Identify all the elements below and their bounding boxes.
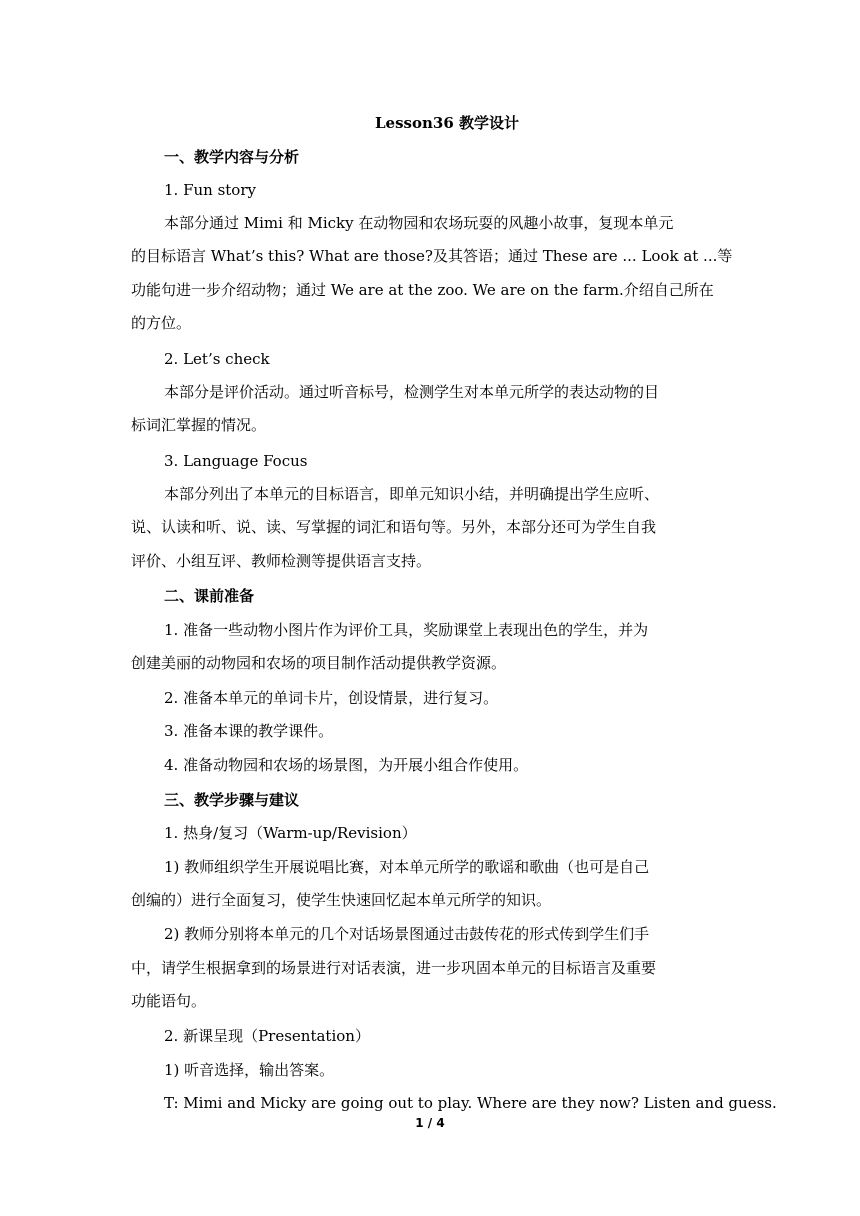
paragraph-line: 本部分列出了本单元的目标语言，即单元知识小结，并明确提出学生应听、 (164, 485, 660, 503)
paragraph-line: 中，请学生根据拿到的场景进行对话表演，进一步巩固本单元的目标语言及重要 (131, 959, 657, 977)
paragraph-line: 功能句进一步介绍动物；通过 We are at the zoo. We are on the farm.介绍自己所在 (131, 281, 714, 299)
paragraph-line: 评价、小组互评、教师检测等提供语言支持。 (131, 552, 432, 570)
paragraph-line: 功能语句。 (131, 992, 207, 1010)
paragraph-line: 1. 准备一些动物小图片作为评价工具，奖励课堂上表现出色的学生，并为 (164, 621, 649, 639)
subsection-heading: 3. Language Focus (164, 452, 308, 470)
page-title: Lesson36 教学设计 (375, 114, 519, 132)
paragraph-line: 3. 准备本课的教学课件。 (164, 722, 334, 740)
paragraph-line: 的方位。 (131, 314, 192, 332)
subsection-heading: 2. Let’s check (164, 350, 270, 368)
section-heading: 三、教学步骤与建议 (164, 791, 300, 809)
paragraph-line: 1) 教师组织学生开展说唱比赛，对本单元所学的歌谣和歌曲（也可是自己 (164, 858, 650, 876)
subsection-heading: 1. 热身/复习（Warm-up/Revision） (164, 824, 417, 842)
subsection-heading: 1. Fun story (164, 181, 256, 199)
paragraph-line: 说、认读和听、说、读、写掌握的词汇和语句等。另外，本部分还可为学生自我 (131, 518, 657, 536)
section-heading: 一、教学内容与分析 (164, 148, 300, 166)
page-number: 1 / 4 (415, 1116, 445, 1130)
subsection-heading: 2. 新课呈现（Presentation） (164, 1027, 370, 1045)
paragraph-line: 创建美丽的动物园和农场的项目制作活动提供教学资源。 (131, 654, 507, 672)
paragraph-line: 1) 听音选择，输出答案。 (164, 1061, 335, 1079)
paragraph-line: T: Mimi and Micky are going out to play. Where are they now? Listen and guess. (164, 1094, 777, 1112)
paragraph-line: 标词汇掌握的情况。 (131, 416, 267, 434)
section-heading: 二、课前准备 (164, 587, 255, 605)
paragraph-line: 2. 准备本单元的单词卡片，创设情景，进行复习。 (164, 689, 499, 707)
paragraph-line: 本部分通过 Mimi 和 Micky 在动物园和农场玩耍的风趣小故事，复现本单元 (164, 214, 674, 232)
paragraph-line: 的目标语言 What’s this? What are those?及其答语；通过 These are ... Look at ...等 (131, 247, 733, 265)
paragraph-line: 创编的）进行全面复习，使学生快速回忆起本单元所学的知识。 (131, 891, 552, 909)
paragraph-line: 2) 教师分别将本单元的几个对话场景图通过击鼓传花的形式传到学生们手 (164, 925, 650, 943)
paragraph-line: 4. 准备动物园和农场的场景图，为开展小组合作使用。 (164, 756, 529, 774)
paragraph-line: 本部分是评价活动。通过听音标号，检测学生对本单元所学的表达动物的目 (164, 383, 660, 401)
